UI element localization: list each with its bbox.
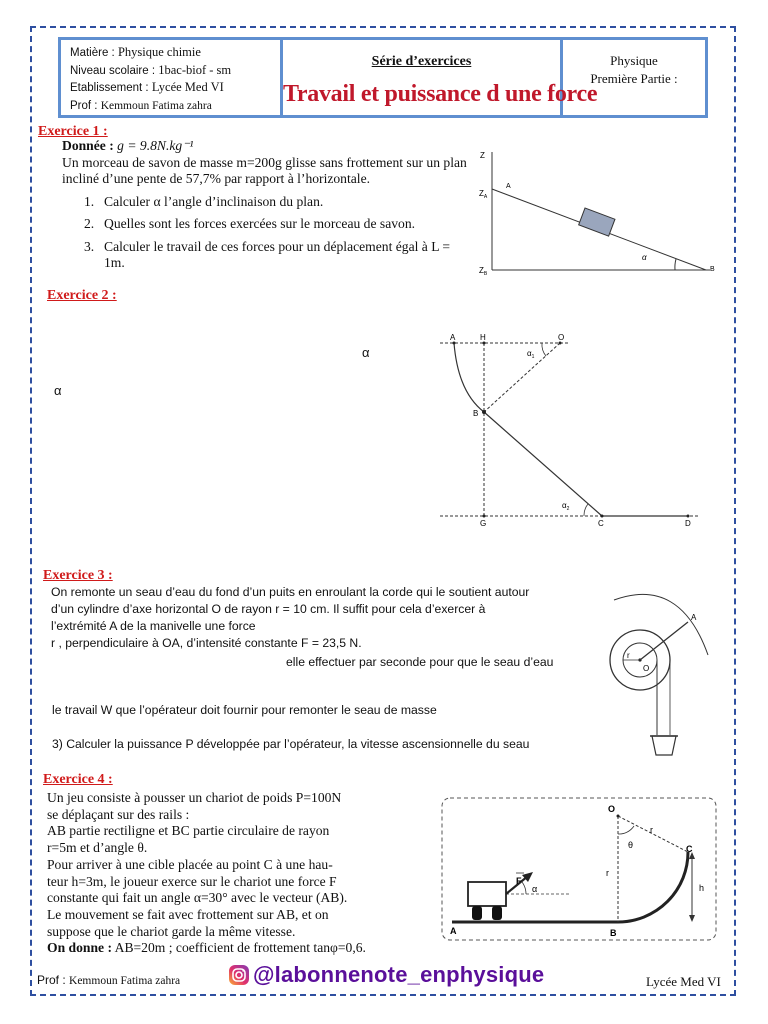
ex2-point-c: C xyxy=(598,519,604,528)
ex4-line-1: Un jeu consiste à pousser un chariot de poids P=100N xyxy=(47,790,342,805)
ex3-line-5: elle effectuer par seconde pour que le seau d’eau xyxy=(286,655,554,669)
ex4-on-donne xyxy=(47,940,422,957)
part-label: Première Partie : xyxy=(590,71,678,86)
ex4-line-6: teur h=3m, le joueur exerce sur le chariot une force F xyxy=(47,873,337,889)
ex3-text xyxy=(51,584,581,652)
ex1-text xyxy=(62,138,472,278)
ex4-height-h: h xyxy=(699,883,705,893)
ex2-alpha2-label: $\alpha_2$ xyxy=(562,501,570,512)
matiere-line xyxy=(70,44,280,62)
ex1-paragraph: Un morceau de savon de masse m=200g glisse sans frottement sur un plan incliné d’une pente de 57,7% par rapport à l’horizontale. xyxy=(62,154,467,186)
ex3-line-4: r , perpendiculaire à OA, d’intensité constante F = 23,5 N. xyxy=(51,636,362,650)
ex4-radius-r-left: r xyxy=(606,868,609,878)
niveau-value: 1bac-biof - sm xyxy=(158,62,232,77)
donnee-label: Donnée : xyxy=(62,138,114,153)
footer-prof-label: Prof : xyxy=(37,973,70,987)
instagram-handle[interactable] xyxy=(228,962,544,988)
ex4-line-2: se déplaçant sur des rails : xyxy=(47,806,190,822)
matiere-label: Matière : xyxy=(70,47,118,59)
serie-title: Série d’exercices xyxy=(371,54,472,69)
alpha-label: α xyxy=(642,253,647,262)
footer-school: Lycée Med VI xyxy=(646,974,721,989)
ex4-title: Exercice 4 : xyxy=(43,772,113,787)
ex1-title: Exercice 1 : xyxy=(38,124,108,139)
etab-label: Etablissement : xyxy=(70,82,152,94)
ex4-line-8: Le mouvement se fait avec frottement sur AB, et on xyxy=(47,906,329,922)
matiere-value: Physique chimie xyxy=(117,45,201,59)
ex2-point-a: A xyxy=(450,333,456,342)
prof-label: Prof : xyxy=(70,99,101,112)
ex4-line-3: AB partie rectiligne et BC partie circulaire de rayon xyxy=(47,823,330,839)
etab-line xyxy=(70,79,280,97)
za-label: $Z_A$ xyxy=(479,189,488,200)
ex3-line-6: le travail W que l’opérateur doit fournir pour remonter le seau de masse xyxy=(52,703,437,717)
ex3-line-3: l’extrémité A de la manivelle une force xyxy=(51,619,256,633)
ex4-point-b: B xyxy=(610,928,617,938)
worksheet-title: Travail et puissance d une force xyxy=(283,81,598,107)
ex1-questions xyxy=(84,194,472,272)
point-b-label: B xyxy=(710,266,715,273)
ex1-question-2: 2. Quelles sont les forces exercées sur le morceau de savon. xyxy=(84,216,416,231)
ex3-line-7: 3) Calculer la puissance P développée par l’opérateur, la vitesse ascensionnelle du seau xyxy=(52,737,530,751)
ex3-line-2: d’un cylindre d’axe horizontal O de rayon r = 10 cm. Il suffit pour cela d’exercer à xyxy=(51,602,486,616)
ex3-title: Exercice 3 : xyxy=(43,568,113,583)
on-donne-value: AB=20m ; coefficient de frottement tanφ=0,6. xyxy=(114,940,366,956)
ex2-title: Exercice 2 : xyxy=(47,288,117,303)
ex1-figure-inclined-plane xyxy=(470,140,740,290)
ex2-alpha1-label: $\alpha_1$ xyxy=(527,349,535,360)
ex4-force-f: F xyxy=(516,876,522,886)
ex3-radius-r: r xyxy=(627,651,630,660)
ex3-figure-winch xyxy=(600,580,730,765)
niveau-line xyxy=(70,62,280,80)
ex4-point-a: A xyxy=(450,926,457,936)
ex1-q3-text: Calculer le travail de ces forces pour un déplacement égal à L = 1m. xyxy=(104,238,451,270)
prof-line xyxy=(70,97,280,115)
on-donne-label: On donne : xyxy=(47,940,112,956)
axis-z-label: Z xyxy=(480,151,485,160)
ex1-donnee xyxy=(62,138,472,155)
ex1-q2-text: Quelles sont les forces exercées sur le morceau de savon. xyxy=(104,216,416,231)
ex3-point-o: O xyxy=(643,664,650,673)
ex4-alpha: α xyxy=(532,884,538,894)
ex3-point-a: A xyxy=(691,613,697,622)
donnee-value: g = 9.8N.kg⁻¹ xyxy=(117,138,194,153)
header-info-cell xyxy=(61,40,283,115)
instagram-handle-text: @labonnenote_enphysique xyxy=(253,962,545,987)
footer-prof-value: Kemmoun Fatima zahra xyxy=(69,975,181,987)
ex4-point-o: O xyxy=(608,804,616,814)
ex4-line-9: suppose que le chariot garde la même vitesse. xyxy=(47,923,296,939)
ex2-alpha-a: α xyxy=(362,345,370,360)
ex4-figure-chariot xyxy=(440,796,720,944)
ex4-radius-r-upper: r xyxy=(650,825,653,835)
ex2-point-o: O xyxy=(558,333,565,342)
ex1-q1-text: Calculer α l’angle d’inclinaison du plan. xyxy=(104,193,324,209)
header-title-cell xyxy=(283,40,598,115)
ex1-question-3: 3. Calculer le travail de ces forces pour un déplacement égal à L = 1m. xyxy=(84,239,472,272)
niveau-label: Niveau scolaire : xyxy=(70,64,159,77)
ex4-text xyxy=(47,790,422,957)
header-part-cell xyxy=(563,40,705,115)
header-table xyxy=(58,37,708,118)
ex4-theta: θ xyxy=(628,840,634,850)
ex4-point-c: C xyxy=(686,844,693,854)
ex4-line-7: constante qui fait un angle α=30° avec le vecteur (AB). xyxy=(47,890,348,906)
ex2-point-b: B xyxy=(473,409,479,418)
ex3-line-1: On remonte un seau d’eau du fond d’un puits en enroulant la corde qui le soutient autour xyxy=(51,585,530,599)
ex2-point-g: G xyxy=(480,519,487,528)
ex2-point-h: H xyxy=(480,333,486,342)
ex4-line-5: Pour arriver à une cible placée au point C à une hau- xyxy=(47,856,333,872)
subject-label: Physique xyxy=(610,53,658,68)
ex2-point-d: D xyxy=(685,519,691,528)
prof-value: Kemmoun Fatima zahra xyxy=(100,99,212,112)
instagram-icon xyxy=(228,964,250,986)
zb-label: $Z_B$ xyxy=(479,266,488,277)
etab-value: Lycée Med VI xyxy=(151,80,224,94)
footer-prof xyxy=(37,972,180,988)
point-a-label: A xyxy=(506,183,511,190)
ex1-question-1: 1. Calculer α l’angle d’inclinaison du plan. xyxy=(84,193,324,209)
ex2-alpha-b: α xyxy=(54,383,62,398)
ex2-figure xyxy=(430,330,720,530)
ex4-line-4: r=5m et d’angle θ. xyxy=(47,840,148,856)
